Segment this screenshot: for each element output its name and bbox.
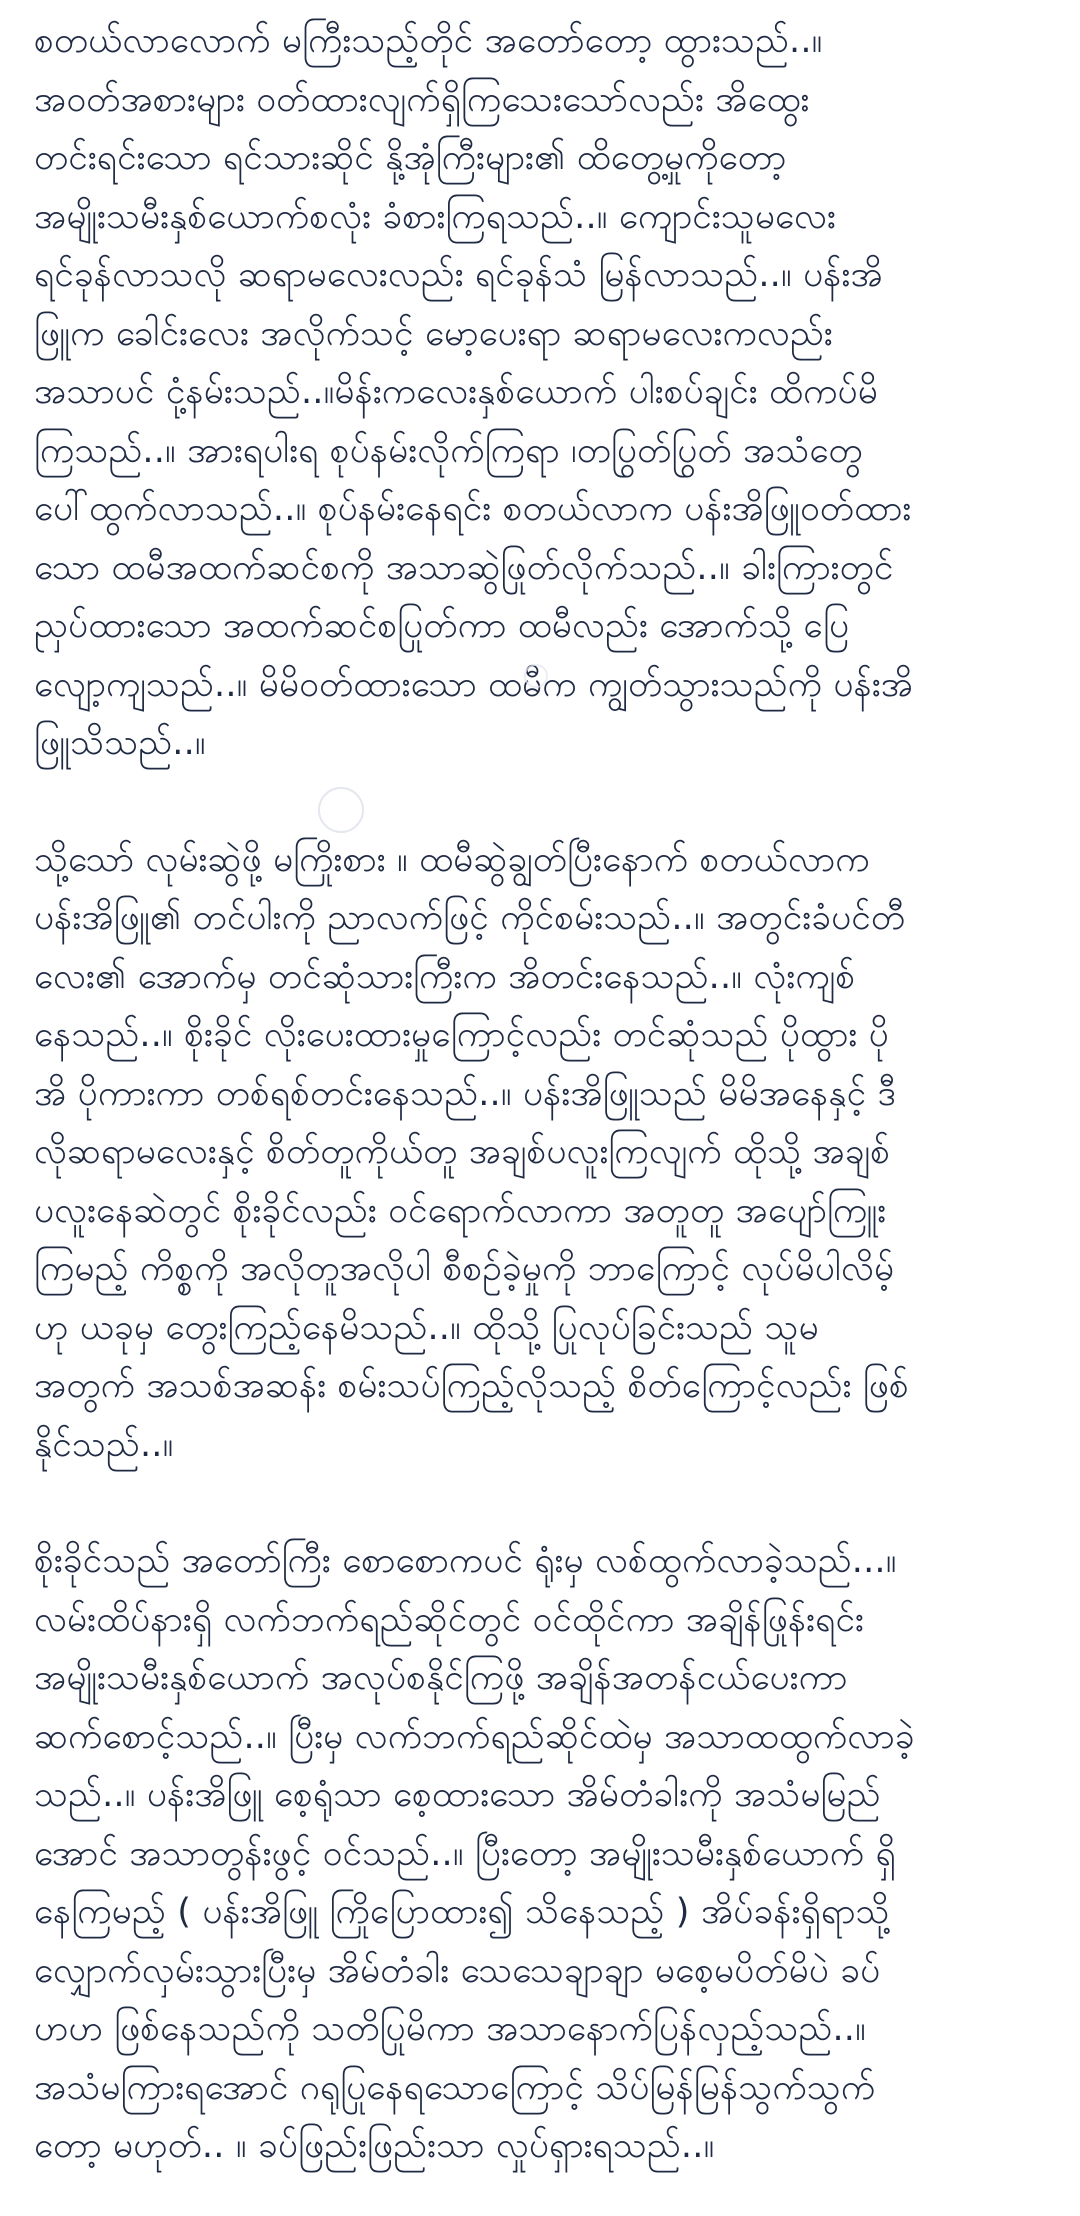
- text-line: နိုင်သည်..။: [34, 1424, 174, 1465]
- text-line: နေသည်..။ စိုးခိုင် လိုးပေးထားမှုကြောင့်လည်း တင်ဆုံသည် ပိုထွား ပို: [34, 1015, 889, 1055]
- text-line: ပလူးနေဆဲတွင် စိုးခိုင်လည်း ဝင်ရောက်လာကာ အတူတူ အပျော်ကြူး: [34, 1190, 887, 1231]
- text-line: သော ထမီအထက်ဆင်စကို အသာဆွဲဖြုတ်လိုက်သည်..။ ခါးကြားတွင်: [34, 547, 894, 588]
- text-line: ရင်ခုန်လာသလို ဆရာမလေးလည်း ရင်ခုန်သံ မြန်လာသည်..။ ပန်းအိ: [34, 255, 883, 295]
- paragraph-1: [34, 12, 1046, 773]
- text-line: ကြသည်..။ အားရပါးရ စုပ်နမ်းလိုက်ကြရာ ၊တပြွတ်ပြွတ် အသံတွေ: [34, 430, 863, 471]
- text-line: သည်..။ ပန်းအိဖြူ စေ့ရုံသာ စေ့ထားသော အိမ်တံခါးကို အသံမမြည်: [34, 1775, 881, 1815]
- text-line: အောင် အသာတွန်းဖွင့် ဝင်သည်..။ ပြီးတော့ အမျိုးသမီးနှစ်ယောက် ရှိ: [34, 1833, 896, 1874]
- text-line: ဆက်စောင့်သည်..။ ပြီးမှ လက်ဘက်ရည်ဆိုင်ထဲမှ အသာထထွက်လာခဲ့: [34, 1716, 915, 1757]
- text-line: တင်းရင်းသော ရင်သားဆိုင် နို့အုံကြီးများ၏ ထိတွေ့မှုကိုတော့: [34, 138, 787, 178]
- text-line: စတယ်လာလောက် မကြီးသည့်တိုင် အတော်တော့ ထွားသည်..။: [34, 21, 823, 61]
- text-line: တော့ မဟုတ်.. ။ ခပ်ဖြည်းဖြည်းသာ လှုပ်ရှားရသည်..။: [34, 2126, 715, 2166]
- text-line: လမ်းထိပ်နားရှိ လက်ဘက်ရည်ဆိုင်တွင် ဝင်ထိုင်ကာ အချိန်ဖြုန်းရင်း: [34, 1599, 864, 1640]
- text-line: အသံမကြားရအောင် ဂရုပြုနေရသောကြောင့် သိပ်မြန်မြန်သွက်သွက်: [34, 2067, 876, 2108]
- text-line: အမျိုးသမီးနှစ်ယောက် အလုပ်စနိုင်ကြဖို့ အချိန်အတန်ငယ်ပေးကာ: [34, 1658, 848, 1698]
- text-line: လျော့ကျသည်..။ မိမိဝတ်ထားသော ထမီက ကျွတ်သွားသည်ကို ပန်းအိ: [34, 664, 914, 705]
- text-line: ပေါ်ထွက်လာသည်..။ စုပ်နမ်းနေရင်း စတယ်လာက ပန်းအိဖြူဝတ်ထား: [34, 489, 912, 529]
- text-line: အသာပင် ငုံ့နမ်းသည်..။မိန်းကလေးနှစ်ယောက် ပါးစပ်ချင်း ထိကပ်မိ: [34, 372, 878, 412]
- text-line: ဟု ယခုမှ တွေးကြည့်နေမိသည်..။ ထိုသို့ ပြုလုပ်ခြင်းသည် သူမ: [34, 1307, 819, 1348]
- paragraph-gap: [34, 1474, 1046, 1532]
- text-line: လျှောက်လှမ်းသွားပြီးမှ အိမ်တံခါး သေသေချာချာ မစေ့မပိတ်မိပဲ ခပ်: [34, 1950, 881, 1991]
- text-line: အိ ပိုကားကာ တစ်ရစ်တင်းနေသည်..။ ပန်းအိဖြူသည် မိမိအနေနှင့် ဒီ: [34, 1073, 896, 1114]
- text-line: သို့သော် လုမ်းဆွဲဖို့ မကြိုးစား ။ ထမီဆွဲချွတ်ပြီးနောက် စတယ်လာက: [34, 839, 870, 880]
- text-line: ညှပ်ထားသော အထက်ဆင်စပြုတ်ကာ ထမီလည်း အောက်သို့ ပြေ: [34, 606, 850, 646]
- paragraph-gap: [34, 773, 1046, 831]
- paragraph-3: [34, 1532, 1046, 2176]
- text-line: ဟဟ ဖြစ်နေသည်ကို သတိပြုမိကာ အသာနောက်ပြန်လှည့်သည်..။: [34, 2009, 866, 2049]
- paragraph-2: [34, 831, 1046, 1475]
- text-line: ဖြူသိသည်..။: [34, 723, 206, 763]
- text-line: အမျိုးသမီးနှစ်ယောက်စလုံး ခံစားကြရသည်..။ ကျောင်းသူမလေး: [34, 196, 836, 237]
- text-line: ကြမည့် ကိစ္စကို အလိုတူအလိုပါ စီစဥ်ခဲ့မှုကို ဘာကြောင့် လုပ်မိပါလိမ့်: [34, 1249, 895, 1289]
- text-line: အတွက် အသစ်အဆန်း စမ်းသပ်ကြည့်လိုသည့် စိတ်ကြောင့်လည်း ဖြစ်: [34, 1366, 909, 1406]
- text-line: လေး၏ အောက်မှ တင်ဆုံသားကြီးက အိတင်းနေသည်..။ လုံးကျစ်: [34, 956, 856, 997]
- text-line: အဝတ်အစားများ ဝတ်ထားလျက်ရှိကြသေးသော်လည်း အိထွေး: [34, 79, 810, 120]
- text-line: လိုဆရာမလေးနှင့် စိတ်တူကိုယ်တူ အချစ်ပလူးကြလျက် ထိုသို့ အချစ်: [34, 1132, 891, 1172]
- text-line: နေကြမည့် ( ပန်းအိဖြူ ကြိုပြောထား၍ သိနေသည့် ) အိပ်ခန်းရှိရာသို့: [34, 1892, 890, 1932]
- reader-page: [34, 12, 1046, 2176]
- text-line: ဖြူက ခေါင်းလေး အလိုက်သင့် မော့ပေးရာ ဆရာမလေးကလည်း: [34, 313, 833, 354]
- text-line: စိုးခိုင်သည် အတော်ကြီး စောစောကပင် ရုံးမှ လစ်ထွက်လာခဲ့သည်...။: [34, 1541, 897, 1581]
- text-line: ပန်းအိဖြူ၏ တင်ပါးကို ညာလက်ဖြင့် ကိုင်စမ်းသည်..။ အတွင်းခံပင်တီ: [34, 898, 906, 938]
